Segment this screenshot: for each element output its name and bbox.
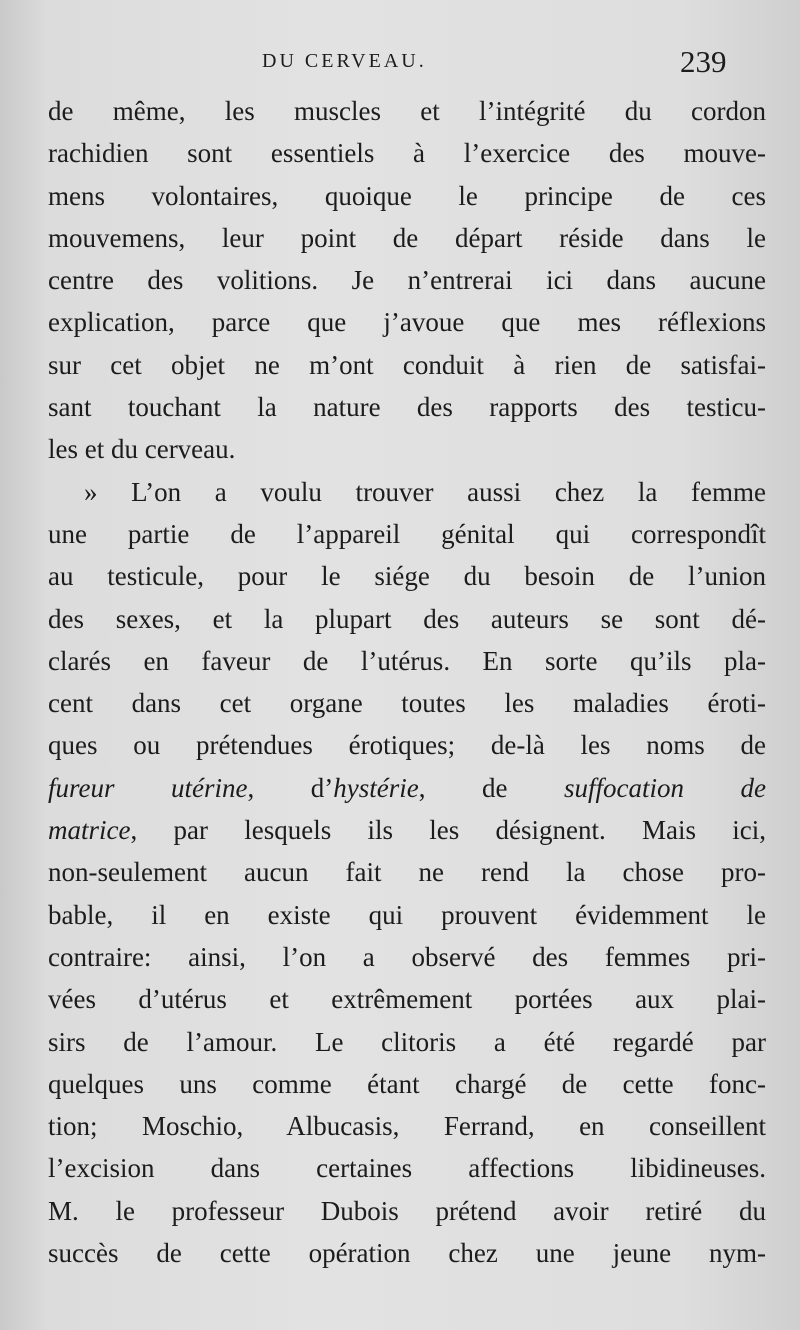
text-line: mouvemens, leur point de départ réside dans le	[48, 222, 766, 253]
text-line: sirs de l’amour. Le clitoris a été regardé par	[48, 1026, 766, 1057]
text-line-mixed: fureur utérine, d’hystérie, de suffocation de	[48, 772, 767, 803]
text-line-mixed: matrice, par lesquels ils les désignent. Mais ici,	[48, 815, 766, 846]
text-line: les et du cerveau.	[48, 434, 236, 465]
text-line: sur cet objet ne m’ont conduit à rien de satisfai-	[48, 349, 766, 380]
text-line: rachidien sont essentiels à l’exercice des mouve-	[48, 138, 766, 169]
text-line: l’excision dans certaines affections libidineuses.	[48, 1153, 766, 1184]
text-line: contraire: ainsi, l’on a observé des femmes pri-	[48, 941, 766, 972]
text-line: M. le professeur Dubois prétend avoir retiré du	[48, 1195, 766, 1226]
text-line: explication, parce que j’avoue que mes réflexions	[48, 307, 766, 338]
text-line: sant touchant la nature des rapports des testicu-	[48, 392, 766, 423]
text-line: une partie de l’appareil génital qui correspondît	[48, 518, 766, 549]
text-line: non-seulement aucun fait ne rend la chose pro-	[48, 857, 766, 888]
text-line: centre des volitions. Je n’entrerai ici dans aucune	[48, 265, 766, 296]
text-line: au testicule, pour le siége du besoin de l’union	[48, 561, 766, 592]
text-line: vées d’utérus et extrêmement portées aux plai-	[48, 984, 766, 1015]
page-header	[0, 44, 800, 84]
text-line: quelques uns comme étant chargé de cette fonc-	[48, 1068, 766, 1099]
italic-term: matrice	[48, 815, 131, 846]
text-line: succès de cette opération chez une jeune nym-	[48, 1238, 766, 1269]
text-line: de même, les muscles et l’intégrité du cordon	[48, 96, 766, 126]
body-text	[48, 90, 766, 1274]
running-title: DU CERVEAU.	[262, 50, 427, 72]
text-line: bable, il en existe qui prouvent évidemment le	[48, 899, 766, 930]
italic-term: fureur utérine	[48, 772, 248, 803]
text-line: tion; Moschio, Albucasis, Ferrand, en conseillent	[48, 1111, 766, 1142]
italic-term: hystérie	[333, 772, 419, 803]
page-number: 239	[680, 44, 727, 79]
italic-term: suffocation de	[564, 772, 767, 803]
text-line: cent dans cet organe toutes les maladies éroti-	[48, 688, 766, 719]
text-line: mens volontaires, quoique le principe de ces	[48, 180, 766, 211]
text-line: clarés en faveur de l’utérus. En sorte qu’ils pla-	[48, 645, 766, 676]
text-line: ques ou prétendues érotiques; de-là les noms de	[48, 730, 766, 761]
text-line: des sexes, et la plupart des auteurs se sont dé-	[48, 603, 766, 634]
text-line: » L’on a voulu trouver aussi chez la femme	[84, 476, 766, 507]
